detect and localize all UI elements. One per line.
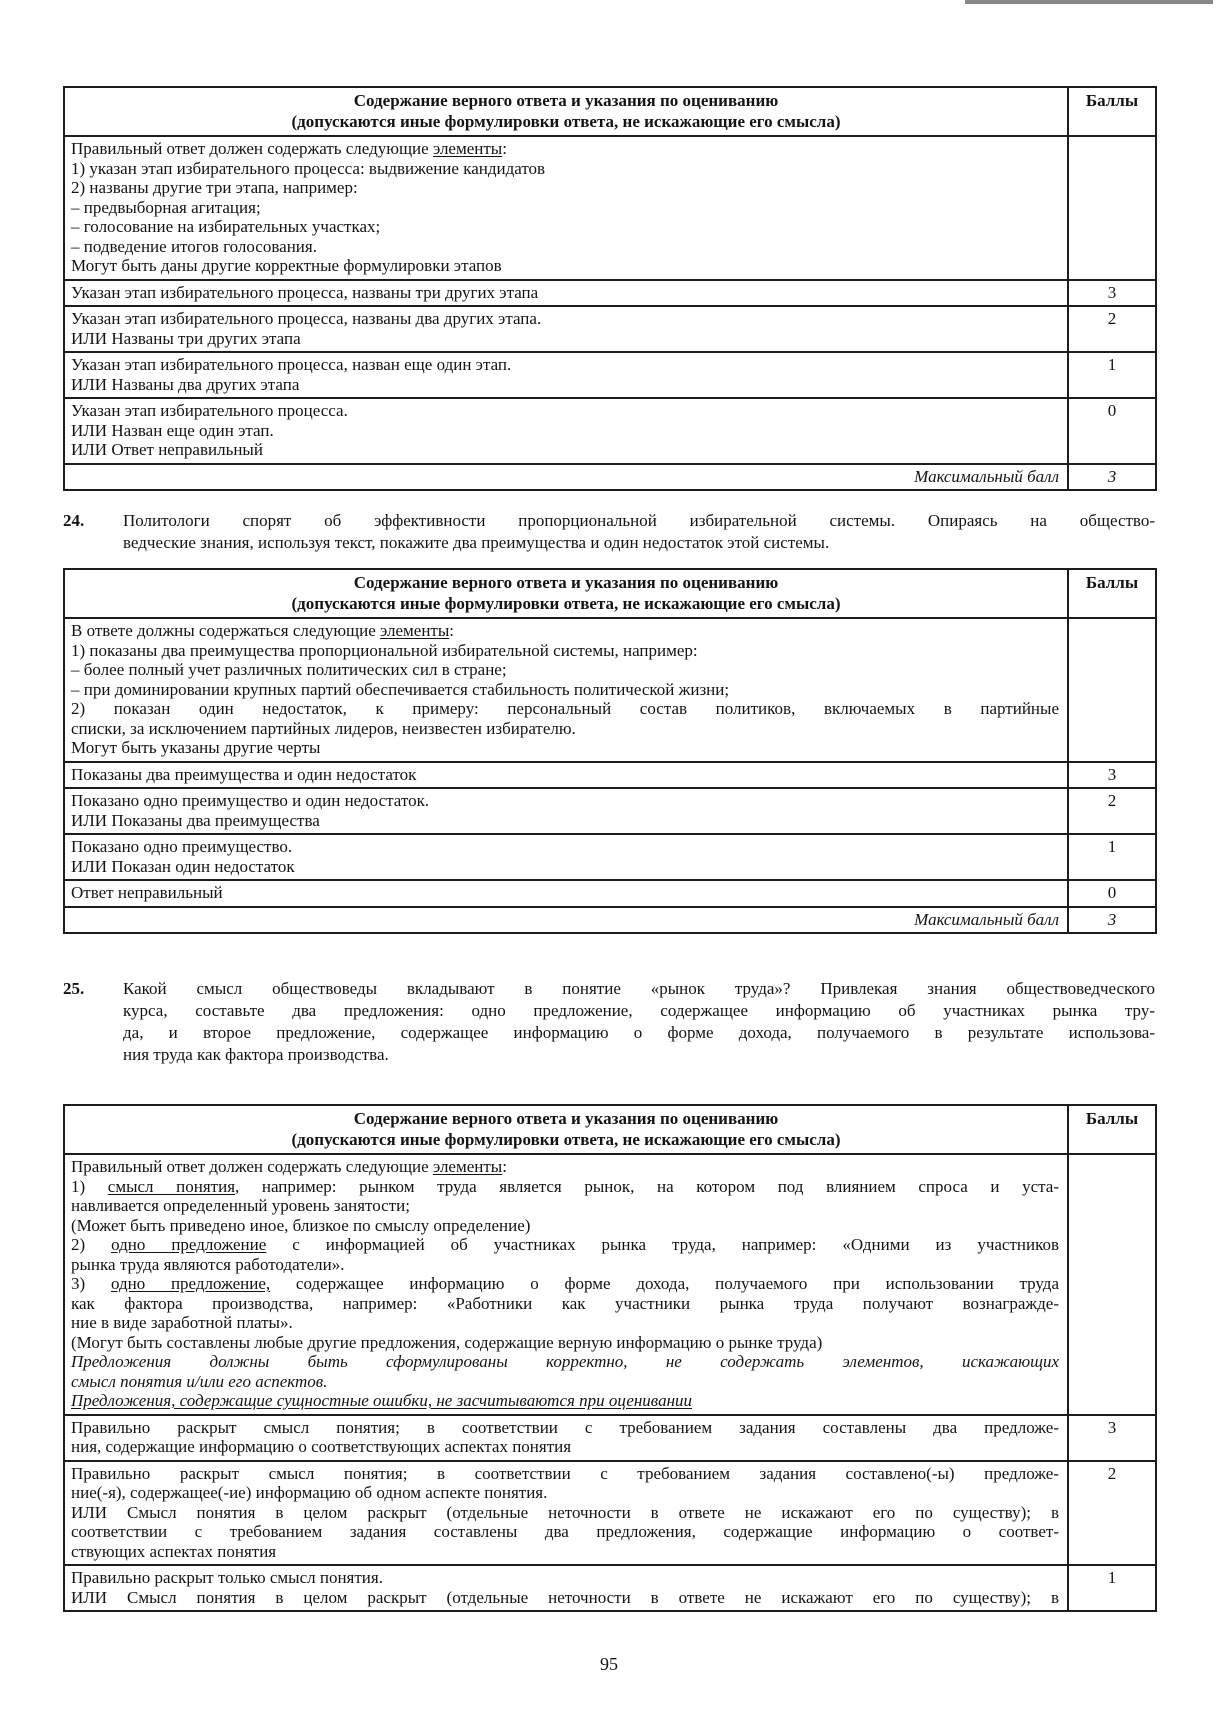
text-segment: : [502,1157,507,1176]
criteria-cell [64,280,1068,307]
text-line: ствующих аспектах понятия [71,1541,277,1561]
question-number: 25. [63,979,85,998]
answer-row [64,618,1156,762]
criteria-cell [64,352,1068,398]
rubric-title: Содержание верного ответа и указания по оцениванию [353,1109,779,1128]
text-line-italic-underlined: Предложения, содержащие сущностные ошибки, не засчитываются при оценивании [71,1391,693,1410]
rubric-title: Содержание верного ответа и указания по оцениванию [353,573,779,592]
score-column-header: Баллы [1068,569,1156,618]
text-line: Какой смысл обществоведы вкладывают в понятие «рынок труда»? Привлекая знания обществоведческого [123,979,1155,998]
text-line: – голосование на избирательных участках; [71,217,381,236]
underlined-term: элементы [432,1157,503,1176]
score-cell: 3 [1068,762,1156,789]
text-segment: Правильный ответ должен содержать следующие [71,139,433,158]
max-score-label: Максимальный балл [64,464,1068,491]
text-line: 2) названы другие три этапа, например: [71,178,358,197]
rubric-header-row [64,87,1156,136]
rubric-header-cell [64,569,1068,618]
text-line [71,1235,1059,1255]
text-line: ния, содержащие информацию о соответствующих аспектах понятия [71,1437,572,1456]
text-line: ИЛИ Названы три других этапа [71,328,301,348]
criteria-row [64,352,1156,398]
text-segment: содержащее информацию о форме дохода, получаемого при использовании труда [270,1274,1059,1293]
text-line: Правильно раскрыт смысл понятия; в соответствии с требованием задания составлены два предложе- [71,1417,1059,1437]
answer-cell [64,1154,1068,1415]
score-cell: 2 [1068,788,1156,834]
text-segment: 3) [71,1274,111,1293]
criteria-row [64,1461,1156,1566]
criteria-row [64,1415,1156,1461]
text-line: как фактора производства, например: «Работники как участники рынка труда получают вознагражде- [71,1293,1059,1313]
text-line: 2) показан один недостаток, к примеру: персональный состав политиков, включаемых в партийные [71,699,1059,718]
text-line [71,139,1059,159]
text-line-italic: смысл понятия и/или его аспектов. [71,1371,328,1391]
score-cell [1068,618,1156,762]
question-text [123,978,1155,1066]
underlined-term: одно предложение [111,1235,267,1254]
score-cell: 3 [1068,280,1156,307]
text-segment: В ответе должны содержаться следующие [71,621,380,640]
criteria-row [64,762,1156,789]
text-line: ИЛИ Смысл понятия в целом раскрыт (отдельные неточности в ответе не искажают его по существу); в [71,1502,1059,1522]
text-line: Показано одно преимущество. [71,837,293,856]
text-line: Указан этап избирательного процесса, названы два других этапа. [71,309,542,328]
max-score-value: 3 [1068,464,1156,491]
text-line: Указан этап избирательного процесса, назван еще один этап. [71,355,512,374]
text-line: (Может быть приведено иное, близкое по смыслу определение) [71,1215,531,1235]
rubric-header-row [64,1105,1156,1154]
text-line [71,1157,1059,1177]
criteria-cell [64,1461,1068,1566]
score-cell: 0 [1068,398,1156,464]
underlined-term: смысл понятия [107,1176,236,1196]
text-line: (Могут быть составлены любые другие предложения, содержащие верную информацию о рынке труда) [71,1332,823,1352]
score-column-header: Баллы [1068,1105,1156,1154]
criteria-cell [64,398,1068,464]
text-line: рынка труда являются работодатели». [71,1254,345,1274]
text-line: списки, за исключением партийных лидеров, неизвестен избирателю. [71,718,576,738]
text-line: ведческие знания, используя текст, покажите два преимущества и один недостаток этой системы. [123,533,830,552]
question-number: 24. [63,511,85,530]
text-line: Могут быть даны другие корректные формулировки этапов [71,256,502,275]
rubric-table-3 [63,1104,1157,1612]
text-line: ИЛИ Показаны два преимущества [71,810,320,830]
rubric-header-cell [64,1105,1068,1154]
text-line: Правильно раскрыт смысл понятия; в соответствии с требованием задания составлено(-ы) предложе- [71,1463,1059,1483]
text-line: Указан этап избирательного процесса, названы три других этапа [71,282,539,302]
text-line: – подведение итогов голосования. [71,236,317,256]
text-segment: Правильный ответ должен содержать следующие [71,1157,433,1176]
question-24 [63,510,1155,554]
text-line: 1) показаны два преимущества пропорциональной избирательной системы, например: [71,640,698,660]
rubric-subtitle: (допускаются иные формулировки ответа, не искажающие его смысла) [291,1130,841,1149]
max-score-value: 3 [1068,907,1156,934]
answer-cell [64,618,1068,762]
text-line: Ответ неправильный [71,883,223,902]
text-line: ИЛИ Смысл понятия в целом раскрыт (отдельные неточности в ответе не искажают его по существу); в [71,1587,1059,1607]
text-segment: 2) [71,1235,112,1254]
text-line: ние в виде заработной платы». [71,1313,293,1332]
text-line: Показаны два преимущества и один недостаток [71,764,417,784]
criteria-cell [64,762,1068,789]
answer-row [64,136,1156,280]
text-line: Могут быть указаны другие черты [71,738,321,757]
rubric-title: Содержание верного ответа и указания по оцениванию [353,91,779,110]
rubric-table-2 [63,568,1157,934]
text-line [71,621,1059,641]
text-line-italic: Предложения должны быть сформулированы корректно, не содержать элементов, искажающих [71,1352,1059,1371]
text-segment: : [502,139,507,158]
text-segment: , например: рынком труда является рынок, на котором под влиянием спроса и уста- [235,1176,1059,1196]
criteria-cell [64,788,1068,834]
text-segment: : [449,621,455,640]
criteria-cell [64,306,1068,352]
text-line: – более полный учет различных политических сил в стране; [71,660,507,679]
text-line: 1) указан этап избирательного процесса: выдвижение кандидатов [71,158,546,178]
score-cell [1068,136,1156,280]
question-text [123,510,1155,554]
text-line: ние(-я), содержащее(-ие) информацию об одном аспекте понятия. [71,1483,548,1502]
score-cell: 1 [1068,834,1156,880]
score-cell: 1 [1068,1565,1156,1611]
criteria-cell [64,880,1068,907]
max-score-label: Максимальный балл [64,907,1068,934]
score-column-header: Баллы [1068,87,1156,136]
text-line: ИЛИ Названы два других этапа [71,374,300,394]
text-line: Указан этап избирательного процесса. [71,401,348,420]
question-25 [63,978,1155,1066]
criteria-row [64,788,1156,834]
page-number: 95 [600,1654,618,1674]
criteria-row [64,834,1156,880]
text-line [71,1274,1059,1294]
criteria-row [64,880,1156,907]
criteria-cell [64,1565,1068,1611]
score-cell: 2 [1068,1461,1156,1566]
criteria-cell [64,1415,1068,1461]
max-score-row [64,464,1156,491]
text-line: ния труда как фактора производства. [123,1045,389,1064]
scan-artifact [965,0,1213,4]
rubric-subtitle: (допускаются иные формулировки ответа, не искажающие его смысла) [291,594,841,613]
underlined-term: элементы [380,621,450,640]
text-line: курса, составьте два предложения: одно предложение, содержащее информацию об участниках рынка тру- [123,1001,1155,1020]
criteria-row [64,306,1156,352]
text-segment: 1) [71,1176,108,1196]
text-line [71,1177,1059,1197]
rubric-subtitle: (допускаются иные формулировки ответа, не искажающие его смысла) [291,112,841,131]
criteria-cell [64,834,1068,880]
criteria-row [64,280,1156,307]
text-line: Правильно раскрыт только смысл понятия. [71,1568,383,1587]
text-line: да, и второе предложение, содержащее информацию о форме дохода, получаемого в результате использова- [123,1023,1155,1042]
criteria-row [64,398,1156,464]
answer-cell [64,136,1068,280]
score-cell: 0 [1068,880,1156,907]
max-score-row [64,907,1156,934]
text-line: ИЛИ Показан один недостаток [71,856,295,876]
underlined-term: одно предложение, [110,1274,271,1293]
score-cell: 2 [1068,306,1156,352]
score-cell: 3 [1068,1415,1156,1461]
text-line: Политологи спорят об эффективности пропорциональной избирательной системы. Опираясь на общество- [123,511,1155,530]
rubric-header-cell [64,87,1068,136]
score-cell: 1 [1068,352,1156,398]
text-line: Показано одно преимущество и один недостаток. [71,791,430,810]
criteria-row [64,1565,1156,1611]
score-cell [1068,1154,1156,1415]
underlined-term: элементы [432,139,503,158]
text-segment: с информацией об участниках рынка труда, например: «Одними из участников [266,1235,1060,1254]
text-line: навливается определенный уровень занятости; [71,1196,410,1215]
text-line: ИЛИ Назван еще один этап. [71,420,274,440]
text-line: – при доминировании крупных партий обеспечивается стабильность политической жизни; [71,679,730,699]
answer-row [64,1154,1156,1415]
text-line: соответствии с требованием задания составлены два предложения, содержащие информацию о соответ- [71,1522,1059,1541]
rubric-header-row [64,569,1156,618]
text-line: ИЛИ Ответ неправильный [71,440,263,459]
rubric-table-1 [63,86,1157,491]
text-line: – предвыборная агитация; [71,197,261,217]
